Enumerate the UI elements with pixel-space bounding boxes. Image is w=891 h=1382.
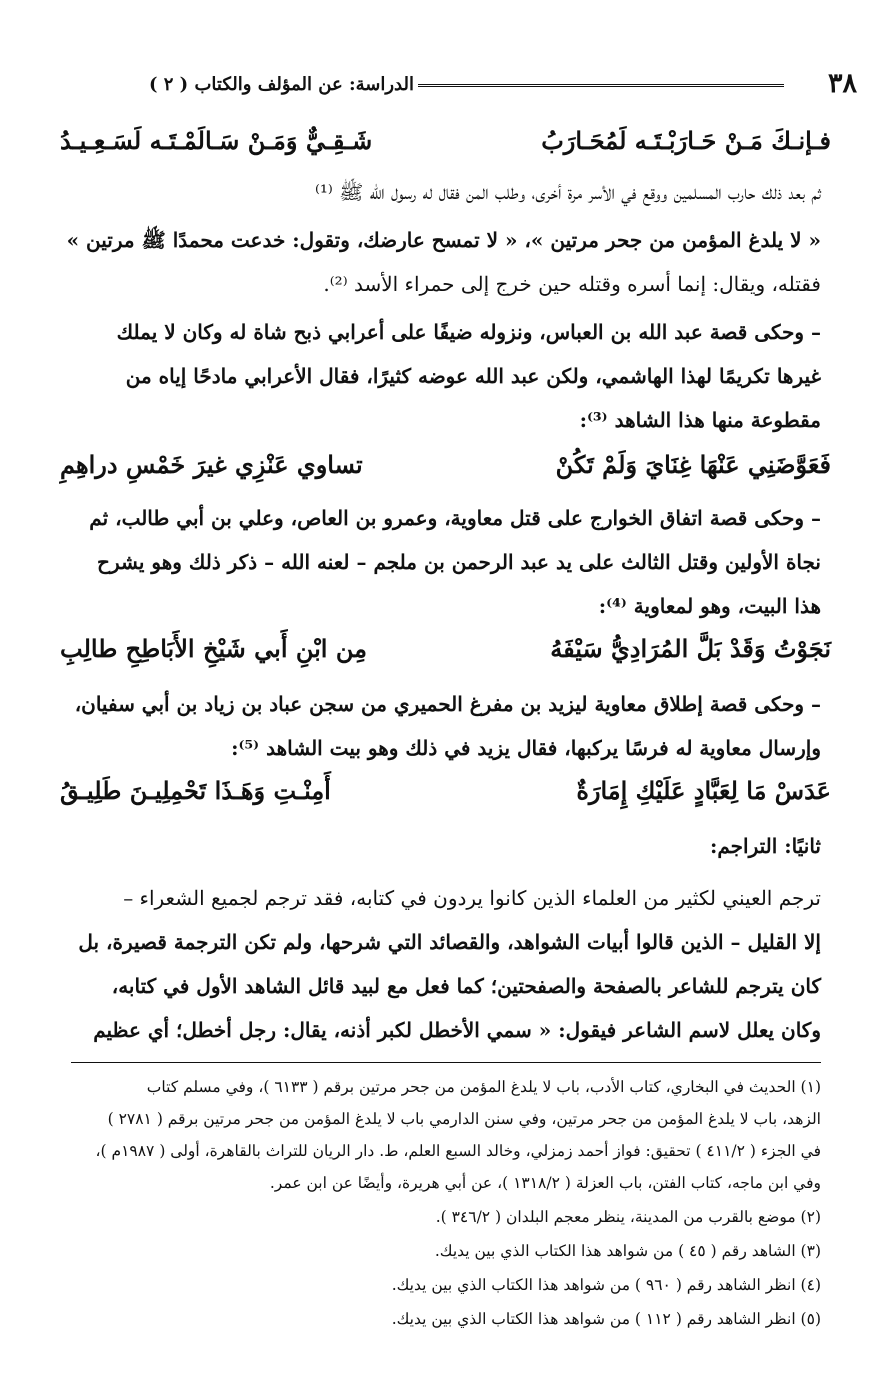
para1-line-3: فقتله، ويقال: إنما أسره وقتله حين خرج إلى حمراء الأسد ⁽²⁾. bbox=[323, 272, 821, 296]
footnote-3: (٣) الشاهد رقم ( ٤٥ ) من شواهد هذا الكتاب الذي بين يديك. bbox=[434, 1242, 821, 1260]
verse-3-first-hemistich: نَجَوْتُ وَقَدْ بَلَّ المُرَادِيُّ سَيْفَهُ bbox=[550, 634, 831, 663]
verse-line-4 bbox=[60, 776, 831, 820]
para4-line-1: – وحكى قصة إطلاق معاوية ليزيد بن مفرغ الحميري من سجن عباد بن زياد بن أبي سفيان، bbox=[74, 692, 821, 716]
para2-line-3: مقطوعة منها هذا الشاهد ⁽³⁾: bbox=[579, 408, 821, 432]
section-heading: ثانيًا: التراجم: bbox=[709, 834, 821, 858]
para1-line-2: « لا يلدغ المؤمن من جحر مرتين »، « لا تمسح عارضك، وتقول: خدعت محمدًا ﷺ مرتين » bbox=[66, 228, 821, 252]
verse-4-second-hemistich: أَمِنْـتِ وَهَـذَا تَحْمِلِيـنَ طَلِيـقُ bbox=[60, 776, 331, 805]
footnote-4: (٤) انظر الشاهد رقم ( ٩٦٠ ) من شواهد هذا الكتاب الذي بين يديك. bbox=[391, 1276, 821, 1294]
para3-line-2: نجاة الأولين وقتل الثالث على يد عبد الرحمن بن ملجم – لعنه الله – ذكر ذلك وهو يشرح bbox=[97, 550, 821, 574]
verse-line-3 bbox=[60, 634, 831, 678]
header-rule bbox=[418, 84, 784, 87]
para4-line-2: وإرسال معاوية له فرسًا يركبها، فقال يزيد في ذلك وهو بيت الشاهد ⁽⁵⁾: bbox=[231, 736, 821, 760]
verse-1-first-hemistich: فـإنـكَ مَـنْ حَـارَبْـتَـه لَمُحَـارَبُ bbox=[541, 126, 831, 155]
verse-2-second-hemistich: تساوي عَنْزِي غيرَ خَمْسِ دراهِمِ bbox=[60, 450, 363, 479]
footnote-1-line-1: (١) الحديث في البخاري، كتاب الأدب، باب لا يلدغ المؤمن من جحر مرتين برقم ( ٦١٣٣ )، وفي مسلم كتاب bbox=[146, 1078, 821, 1096]
verse-1-second-hemistich: شَـقِـيٌّ وَمَـنْ سَـالَمْـتَـه لَسَـعِـيـدُ bbox=[60, 126, 373, 155]
running-title: الدراسة: عن المؤلف والكتاب ( ٢ ) bbox=[148, 74, 414, 95]
para2-line-2: غيرها تكريمًا لهذا الهاشمي، ولكن عبد الله عوضه كثيرًا، فقال الأعرابي مادحًا إياه من bbox=[125, 364, 821, 388]
para5-line-3: كان يترجم للشاعر بالصفحة والصفحتين؛ كما فعل مع لبيد قائل الشاهد الأول في كتابه، bbox=[111, 974, 821, 998]
para3-line-1: – وحكى قصة اتفاق الخوارج على قتل معاوية، وعمرو بن العاص، وعلي بن أبي طالب، ثم bbox=[89, 506, 821, 530]
footnote-separator bbox=[71, 1062, 821, 1063]
footnote-5: (٥) انظر الشاهد رقم ( ١١٢ ) من شواهد هذا الكتاب الذي بين يديك. bbox=[391, 1310, 821, 1328]
page-number: ٣٨ bbox=[827, 68, 857, 99]
verse-2-first-hemistich: فَعَوَّضَنِي عَنْهَا غِنَايَ وَلَمْ تَكُنْ bbox=[555, 450, 831, 479]
footnote-2: (٢) موضع بالقرب من المدينة، ينظر معجم البلدان ( ٣٤٦/٢ ). bbox=[435, 1208, 821, 1226]
page-header bbox=[22, 66, 869, 110]
verse-line-2 bbox=[60, 450, 831, 494]
para5-line-2: إلا القليل – الذين قالوا أبيات الشواهد، والقصائد التي شرحها، ولم تكن الترجمة قصيرة، بل bbox=[78, 930, 821, 954]
footnote-1-line-2: الزهد، باب لا يلدغ المؤمن من جحر مرتين، وفي سنن الدارمي باب لا يلدغ المؤمن من جحر مرتين برقم ( ٢٧٨١ ) bbox=[107, 1110, 821, 1128]
footnote-1-line-3: في الجزء ( ٤١١/٢ ) تحقيق: فواز أحمد زمزلي، وخالد السبع العلم، ط. دار الريان للتراث بالقاهرة، أولى ( ١٩٨٧م )، bbox=[95, 1142, 821, 1160]
para1-line-1: ثم بعد ذلك حارب المسلمين ووقع في الأسر مرة أخرى، وطلب المن فقال له رسول الله ﷺ ⁽¹⁾ bbox=[314, 180, 821, 204]
para5-line-4: وكان يعلل لاسم الشاعر فيقول: « سمي الأخطل لكبر أذنه، يقال: رجل أخطل؛ أي عظيم bbox=[93, 1018, 821, 1042]
para2-line-1: – وحكى قصة عبد الله بن العباس، ونزوله ضيفًا على أعرابي ذبح شاة له وكان لا يملك bbox=[116, 320, 821, 344]
verse-line-1 bbox=[60, 126, 831, 170]
para5-line-1: ترجم العيني لكثير من العلماء الذين كانوا يردون في كتابه، فقد ترجم لجميع الشعراء – bbox=[123, 886, 821, 910]
verse-4-first-hemistich: عَدَسْ مَا لِعَبَّادٍ عَلَيْكِ إِمَارَةٌ bbox=[576, 776, 831, 805]
footnote-1-line-4: وفي ابن ماجه، كتاب الفتن، باب العزلة ( ١٣١٨/٢ )، عن أبي هريرة، وأيضًا عن ابن عمر. bbox=[269, 1174, 821, 1192]
verse-3-second-hemistich: مِن ابْنِ أَبي شَيْخِ الأَبَاطِحِ طالِبِ bbox=[60, 634, 367, 663]
para3-line-3: هذا البيت، وهو لمعاوية ⁽⁴⁾: bbox=[598, 594, 821, 618]
